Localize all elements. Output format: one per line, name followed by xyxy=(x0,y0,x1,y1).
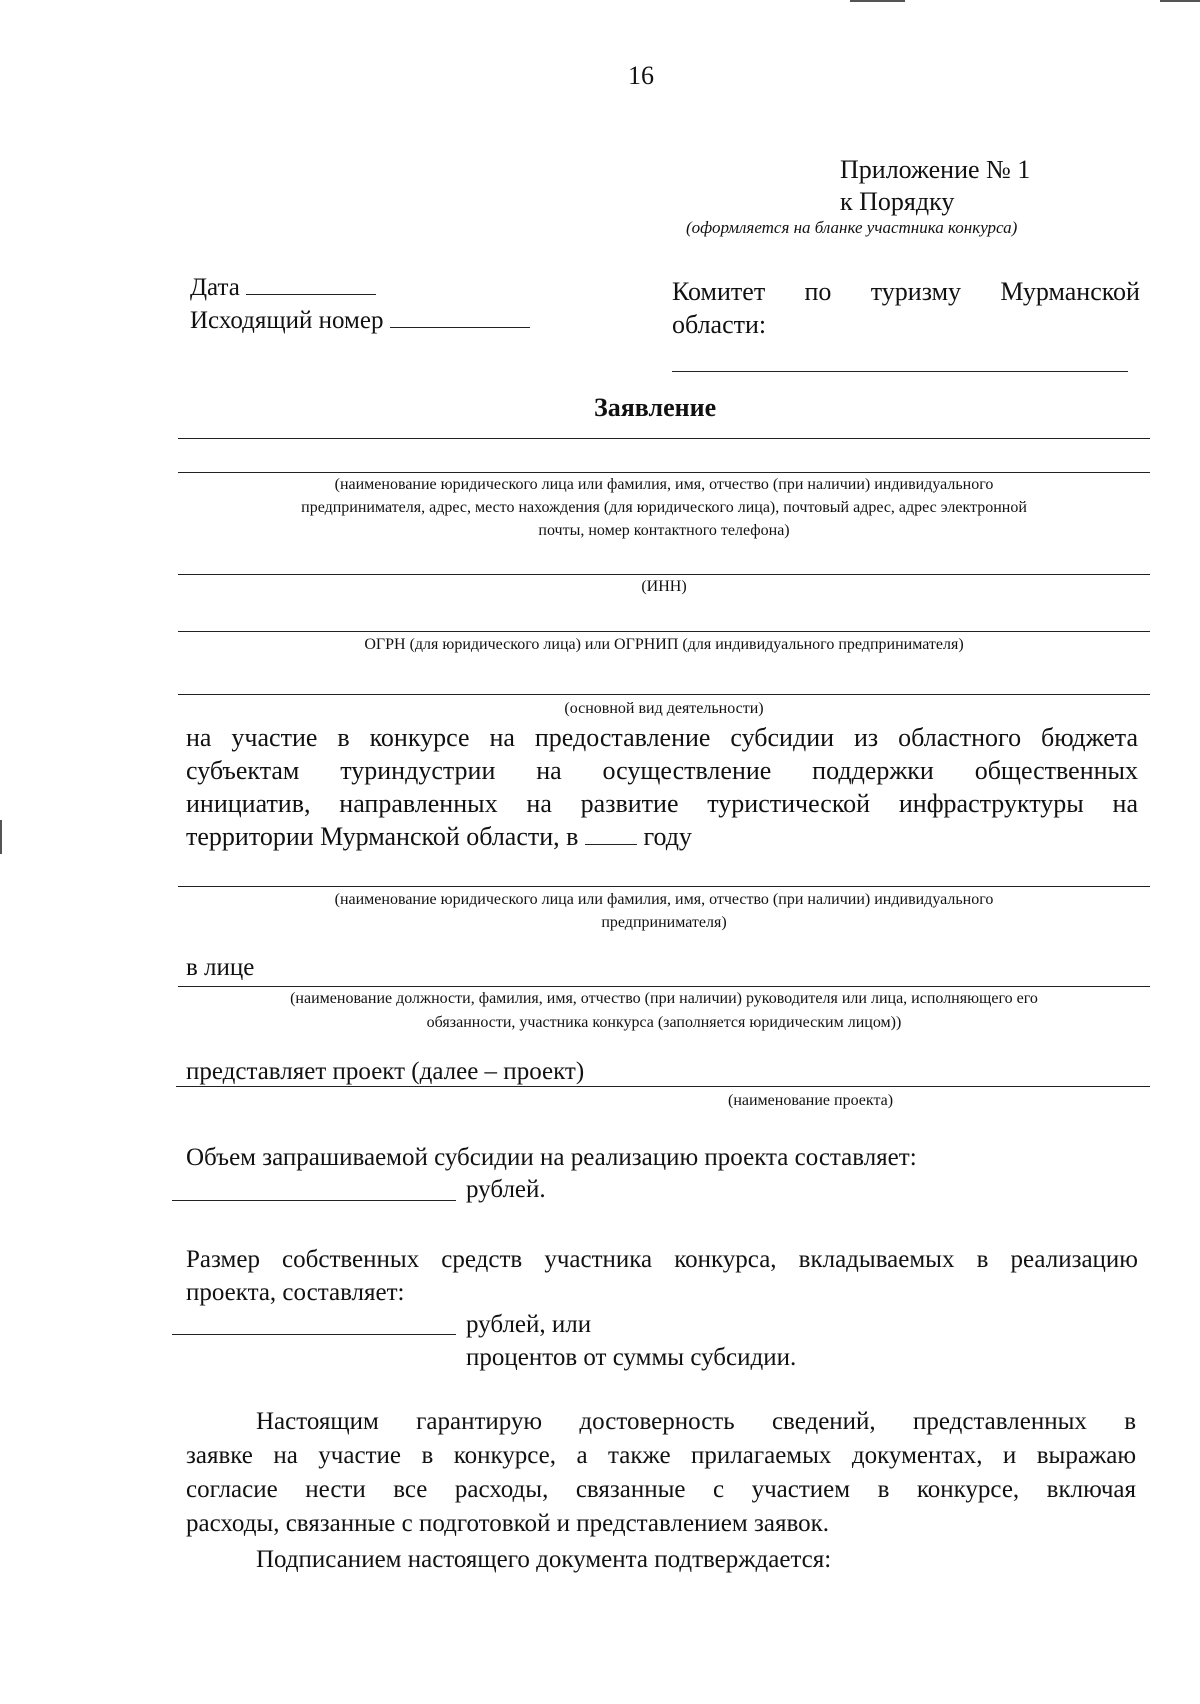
guarantee-line-1: Настоящим гарантирую достоверность сведений, представленных в xyxy=(256,1408,1136,1435)
project-line xyxy=(176,1086,1150,1087)
addressee-line-2: области: xyxy=(672,310,767,339)
appendix-subtitle: к Порядку xyxy=(840,187,955,216)
applicant-line-1 xyxy=(178,438,1150,439)
guarantee-line-3: согласие нести все расходы, связанные с участием в конкурсе, включая xyxy=(186,1476,1136,1503)
position-caption-1: (наименование должности, фамилия, имя, отчество (при наличии) руководителя или лица, исполняющего его xyxy=(290,990,1038,1007)
scan-artifact xyxy=(850,0,905,2)
subsidy-text: Объем запрашиваемой субсидии на реализацию проекта составляет: xyxy=(186,1144,917,1171)
own-funds-percent: процентов от суммы субсидии. xyxy=(466,1344,797,1371)
subsidy-amount-blank xyxy=(172,1200,456,1201)
addressee-word: туризму xyxy=(870,277,962,306)
date-field xyxy=(190,272,376,304)
name-caption-2: предпринимателя) xyxy=(601,914,727,931)
activity-line xyxy=(178,694,1150,695)
own-funds-amount-blank xyxy=(172,1334,456,1335)
ogrn-caption: ОГРН (для юридического лица) или ОГРНИП (для индивидуального предпринимателя) xyxy=(364,636,964,653)
addressee-blank-line xyxy=(672,371,1128,372)
document-title: Заявление xyxy=(594,393,717,422)
project-caption: (наименование проекта) xyxy=(728,1092,894,1109)
guarantee-line-4: расходы, связанные с подготовкой и представлением заявок. xyxy=(186,1510,829,1537)
scan-artifact xyxy=(1160,0,1200,2)
guarantee-line-2: заявке на участие в конкурсе, а также прилагаемых документах, и выражаю xyxy=(186,1442,1136,1469)
year-blank xyxy=(585,822,637,845)
applicant-line-2 xyxy=(178,472,1150,473)
applicant-caption-2: предпринимателя, адрес, место нахождения (для юридического лица), почтовый адрес, адрес электронной xyxy=(301,499,1027,516)
participation-line-1: на участие в конкурсе на предоставление субсидии из областного бюджета xyxy=(186,723,1138,752)
activity-caption: (основной вид деятельности) xyxy=(564,700,764,717)
inn-line xyxy=(178,574,1150,575)
date-label: Дата xyxy=(190,274,240,301)
signing-text: Подписанием настоящего документа подтверждается: xyxy=(256,1546,832,1573)
ogrn-line xyxy=(178,631,1150,632)
name-line xyxy=(178,886,1150,887)
participation-line-2: субъектам туриндустрии на осуществление поддержки общественных xyxy=(186,756,1138,785)
participation-line-4 xyxy=(186,821,692,853)
participation-line-4-suffix: году xyxy=(643,822,692,851)
date-blank xyxy=(246,272,376,295)
inn-caption: (ИНН) xyxy=(641,578,687,595)
in-person-label: в лице xyxy=(186,954,255,981)
own-funds-line-2: проекта, составляет: xyxy=(186,1279,405,1306)
in-person-line xyxy=(178,986,1150,987)
position-caption-2: обязанности, участника конкурса (заполняется юридическим лицом)) xyxy=(426,1014,902,1031)
addressee-word: Комитет xyxy=(672,277,766,306)
presents-project-text: представляет проект (далее – проект) xyxy=(186,1058,585,1085)
participation-line-3: инициатив, направленных на развитие туристической инфраструктуры на xyxy=(186,789,1138,818)
own-funds-currency: рублей, или xyxy=(466,1311,592,1338)
subsidy-currency: рублей. xyxy=(466,1176,546,1203)
name-caption-1: (наименование юридического лица или фамилия, имя, отчество (при наличии) индивидуального xyxy=(334,891,994,908)
applicant-caption-3: почты, номер контактного телефона) xyxy=(538,522,790,539)
addressee-word: Мурманской xyxy=(1000,277,1140,306)
applicant-caption-1: (наименование юридического лица или фамилия, имя, отчество (при наличии) индивидуального xyxy=(334,476,994,493)
outgoing-number-label: Исходящий номер xyxy=(190,307,384,334)
outgoing-number-field xyxy=(190,305,530,337)
addressee-word: по xyxy=(804,277,832,306)
own-funds-line-1: Размер собственных средств участника конкурса, вкладываемых в реализацию xyxy=(186,1246,1138,1273)
page-number: 16 xyxy=(628,61,654,90)
outgoing-number-blank xyxy=(390,305,530,328)
appendix-note: (оформляется на бланке участника конкурса) xyxy=(686,218,1018,237)
scan-artifact xyxy=(0,820,2,854)
addressee-line-1 xyxy=(672,276,1140,308)
participation-line-4-prefix: территории Мурманской области, в xyxy=(186,822,579,851)
appendix-title: Приложение № 1 xyxy=(840,155,1031,184)
